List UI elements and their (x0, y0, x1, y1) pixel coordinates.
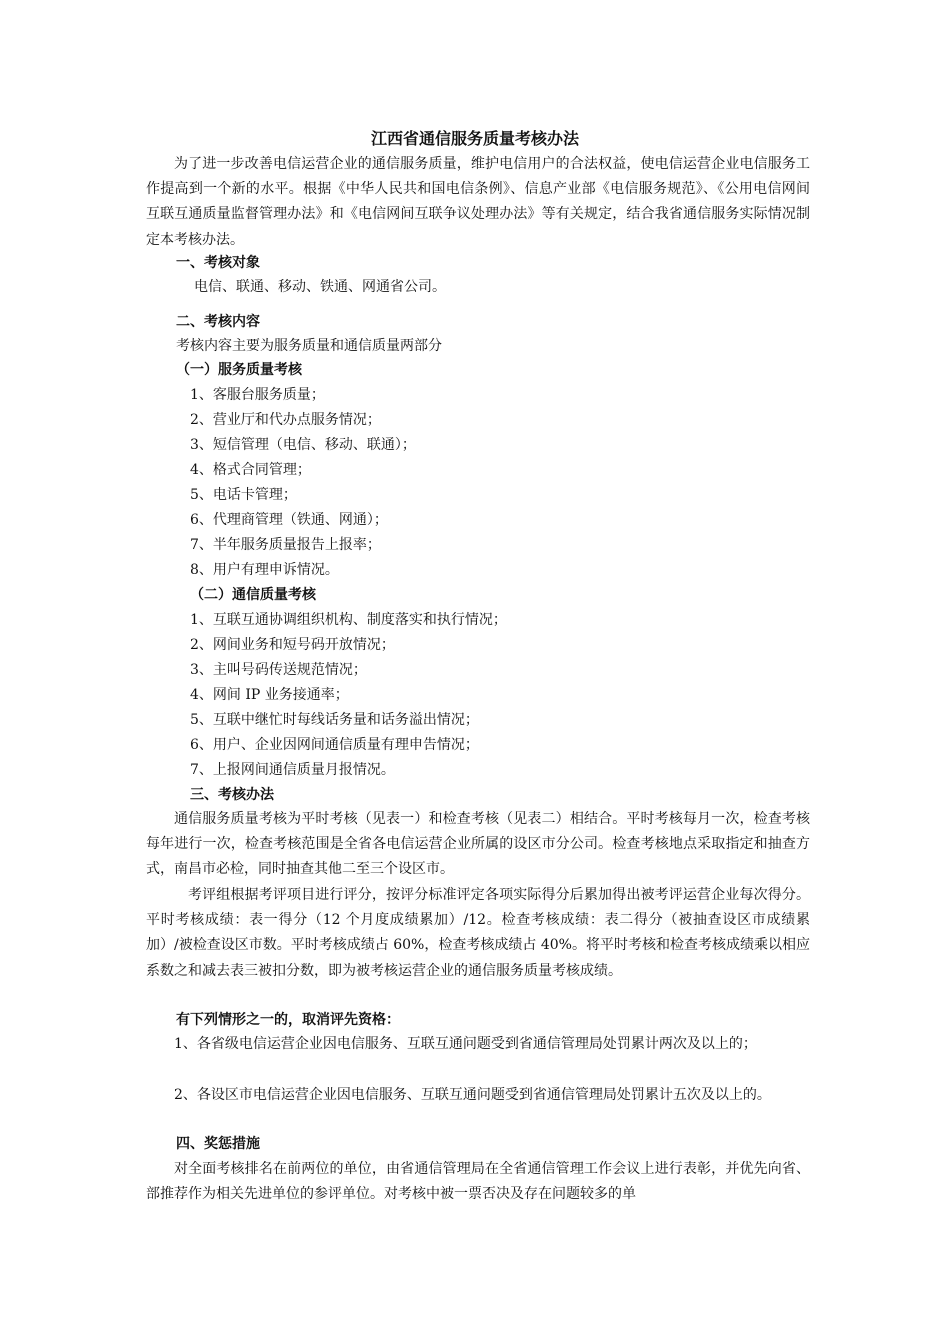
list-item: 8、用户有理申诉情况。 (190, 562, 339, 578)
list-item: 3、主叫号码传送规范情况； (190, 662, 367, 678)
disqualification-heading: 有下列情形之一的，取消评先资格： (176, 1012, 400, 1028)
list-item: 6、代理商管理（铁通、网通）； (190, 512, 388, 528)
list-item: 2、营业厅和代办点服务情况； (190, 412, 381, 428)
list-item: 3、短信管理（电信、移动、联通）； (190, 437, 416, 453)
disqualification-item-2: 2、各设区市电信运营企业因电信服务、互联互通问题受到省通信管理局处罚累计五次及以上的。 (174, 1087, 771, 1103)
list-item: 5、电话卡管理； (190, 487, 297, 503)
section-heading-method: 三、考核办法 (190, 787, 274, 803)
method-paragraph-2: 考评组根据考评项目进行评分，按评分标准评定各项实际得分后累加得出被考评运营企业每次得分。平时考核成绩：表一得分（12 个月度成绩累加）/12。检查考核成绩：表二得分（被抽查设区市成绩累加）/被检查设区市数。平时考核成绩占 60%，检查考核成绩占 40%。将平时考核和检查考核成绩乘以相应系数之和减去表三被扣分数，即为被考核运营企业的通信服务质量考核成绩。 (146, 887, 810, 979)
subsection-heading-network: （二）通信质量考核 (190, 587, 316, 603)
list-item: 5、互联中继忙时每线话务量和话务溢出情况； (190, 712, 479, 728)
list-item: 1、互联互通协调组织机构、制度落实和执行情况； (190, 612, 507, 628)
targets-text: 电信、联通、移动、铁通、网通省公司。 (194, 279, 446, 295)
list-item: 4、网间 IP 业务接通率； (190, 687, 349, 703)
disqualification-item-1: 1、各省级电信运营企业因电信服务、互联互通问题受到省通信管理局处罚累计两次及以上的； (174, 1036, 757, 1052)
section-heading-rewards: 四、奖惩措施 (176, 1136, 260, 1152)
intro-paragraph: 为了进一步改善电信运营企业的通信服务质量，维护电信用户的合法权益，使电信运营企业电信服务工作提高到一个新的水平。根据《中华人民共和国电信条例》、信息产业部《电信服务规范》、《公用电信网间互联互通质量监督管理办法》和《电信网间互联争议处理办法》等有关规定，结合我省通信服务实际情况制定本考核办法。 (146, 156, 810, 248)
document-title: 江西省通信服务质量考核办法 (370, 129, 579, 148)
list-item: 2、网间业务和短号码开放情况； (190, 637, 395, 653)
list-item: 7、上报网间通信质量月报情况。 (190, 762, 395, 778)
list-item: 1、客服台服务质量； (190, 387, 325, 403)
content-intro-text: 考核内容主要为服务质量和通信质量两部分 (176, 338, 442, 354)
list-item: 7、半年服务质量报告上报率； (190, 537, 381, 553)
section-heading-targets: 一、考核对象 (176, 255, 260, 271)
section-heading-content: 二、考核内容 (176, 314, 260, 330)
list-item: 6、用户、企业因网间通信质量有理申告情况； (190, 737, 479, 753)
method-paragraph-1: 通信服务质量考核为平时考核（见表一）和检查考核（见表二）相结合。平时考核每月一次，检查考核每年进行一次，检查考核范围是全省各电信运营企业所属的设区市分公司。检查考核地点采取指定和抽查方式，南昌市必检，同时抽查其他二至三个设区市。 (146, 811, 810, 878)
rewards-paragraph: 对全面考核排名在前两位的单位，由省通信管理局在全省通信管理工作会议上进行表彰，并优先向省、部推荐作为相关先进单位的参评单位。对考核中被一票否决及存在问题较多的单 (146, 1161, 810, 1203)
list-item: 4、格式合同管理； (190, 462, 311, 478)
subsection-heading-service: （一）服务质量考核 (176, 362, 302, 378)
